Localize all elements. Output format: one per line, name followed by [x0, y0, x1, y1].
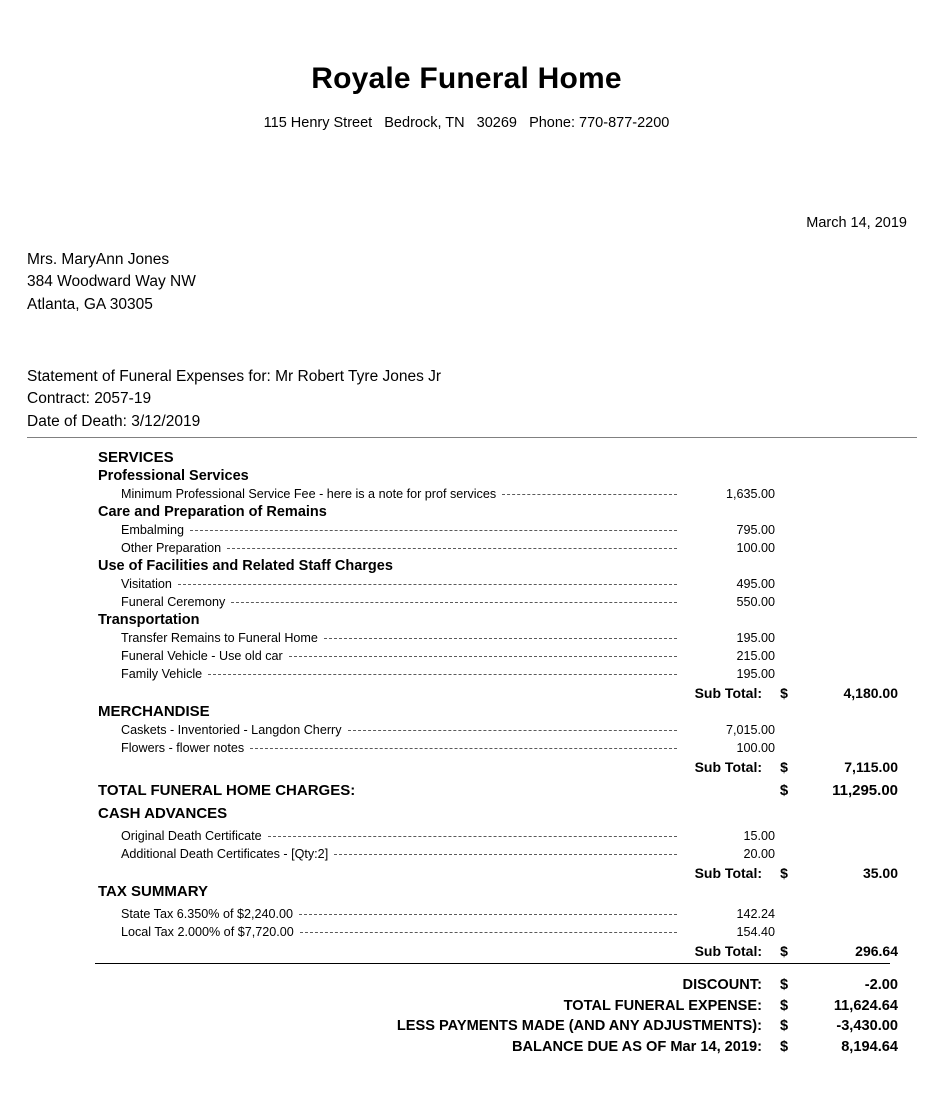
footer-total-label: BALANCE DUE AS OF Mar 14, 2019: — [511, 1038, 762, 1055]
line-item — [98, 647, 898, 665]
charges-table — [98, 449, 898, 961]
line-item-amount: 550.00 — [736, 595, 775, 609]
company-address: 115 Henry Street Bedrock, TN 30269 Phone: 770-877-2200 — [263, 115, 670, 131]
line-item-amount: 495.00 — [736, 577, 775, 591]
line-item — [98, 485, 898, 503]
line-item — [98, 905, 898, 923]
statement-contract: Contract: 2057-19 — [27, 390, 152, 408]
line-item — [98, 665, 898, 683]
divider-bottom — [95, 963, 890, 964]
divider-top — [27, 437, 917, 438]
section-heading-merchandise: MERCHANDISE — [98, 703, 210, 720]
letterhead — [0, 0, 933, 131]
line-item-label: Minimum Professional Service Fee - here is a note for prof services — [121, 487, 497, 501]
total-funeral-home-charges-row — [98, 781, 898, 801]
footer-total-row-total-expense — [98, 996, 898, 1017]
section-heading-services: SERVICES — [98, 449, 174, 466]
footer-total-row-less-payments — [98, 1016, 898, 1037]
section-heading-cash-advances: CASH ADVANCES — [98, 805, 228, 822]
subtotal-label: Sub Total: — [694, 865, 762, 881]
leader-dots — [299, 914, 677, 915]
group-heading-facilities-staff: Use of Facilities and Related Staff Charges — [98, 558, 393, 574]
currency-symbol: $ — [779, 782, 789, 799]
footer-total-row-discount — [98, 975, 898, 996]
line-item — [98, 629, 898, 647]
currency-symbol: $ — [780, 943, 788, 959]
group-heading-care-preparation: Care and Preparation of Remains — [98, 504, 327, 520]
line-item-label: State Tax 6.350% of $2,240.00 — [121, 907, 294, 921]
statement-meta — [27, 366, 441, 433]
currency-symbol: $ — [779, 1018, 789, 1035]
line-item — [98, 721, 898, 739]
line-item-label: Flowers - flower notes — [121, 741, 245, 755]
line-item-amount: 20.00 — [743, 847, 775, 861]
line-item — [98, 739, 898, 757]
line-item-label: Caskets - Inventoried - Langdon Cherry — [121, 723, 342, 737]
currency-symbol: $ — [779, 997, 789, 1014]
line-item-label: Embalming — [121, 523, 184, 537]
group-heading-transportation: Transportation — [98, 612, 200, 628]
leader-dots — [324, 638, 677, 639]
recipient-street: 384 Woodward Way NW — [27, 273, 196, 291]
subtotal-label: Sub Total: — [694, 943, 762, 959]
leader-dots — [348, 730, 677, 731]
total-funeral-home-charges-amount: 11,295.00 — [832, 782, 898, 799]
line-item-label: Original Death Certificate — [121, 829, 262, 843]
subtotal-amount: 4,180.00 — [843, 685, 898, 701]
line-item — [98, 845, 898, 863]
line-item — [98, 575, 898, 593]
total-funeral-home-charges-label: TOTAL FUNERAL HOME CHARGES: — [98, 782, 356, 799]
line-item-amount: 215.00 — [736, 649, 775, 663]
currency-symbol: $ — [779, 1038, 789, 1055]
recipient-city-state-zip: Atlanta, GA 30305 — [27, 295, 153, 313]
currency-symbol: $ — [780, 759, 788, 775]
line-item-label: Additional Death Certificates - [Qty:2] — [121, 847, 329, 861]
line-item-amount: 15.00 — [743, 829, 775, 843]
recipient-name: Mrs. MaryAnn Jones — [27, 251, 170, 268]
line-item-label: Other Preparation — [121, 541, 222, 555]
line-item-label: Local Tax 2.000% of $7,720.00 — [121, 925, 294, 939]
subtotal-amount: 296.64 — [855, 943, 898, 959]
leader-dots — [231, 602, 677, 603]
statement-date-of-death: Date of Death: 3/12/2019 — [27, 412, 201, 430]
leader-dots — [289, 656, 677, 657]
line-item — [98, 827, 898, 845]
document-date: March 14, 2019 — [806, 215, 907, 231]
footer-total-label: TOTAL FUNERAL EXPENSE: — [563, 997, 762, 1014]
currency-symbol: $ — [780, 685, 788, 701]
footer-total-amount: 8,194.64 — [841, 1038, 898, 1055]
leader-dots — [208, 674, 677, 675]
statement-title: Statement of Funeral Expenses for: Mr Robert Tyre Jones Jr — [27, 368, 442, 385]
leader-dots — [227, 548, 677, 549]
line-item-label: Funeral Vehicle - Use old car — [121, 649, 283, 663]
line-item-label: Family Vehicle — [121, 667, 203, 681]
leader-dots — [178, 584, 677, 585]
line-item-amount: 195.00 — [736, 667, 775, 681]
line-item — [98, 923, 898, 941]
subtotal-amount: 35.00 — [862, 865, 898, 881]
footer-total-row-balance-due — [98, 1037, 898, 1058]
subtotal-row-services — [98, 683, 898, 703]
line-item-label: Funeral Ceremony — [121, 595, 226, 609]
footer-totals — [98, 975, 898, 1057]
subtotal-row-cash-advances — [98, 863, 898, 883]
line-item-amount: 7,015.00 — [725, 723, 775, 737]
line-item-amount: 142.24 — [736, 907, 775, 921]
subtotal-amount: 7,115.00 — [844, 759, 898, 775]
line-item-amount: 154.40 — [736, 925, 775, 939]
footer-total-amount: -3,430.00 — [836, 1018, 898, 1035]
leader-dots — [268, 836, 677, 837]
footer-total-label: LESS PAYMENTS MADE (AND ANY ADJUSTMENTS): — [396, 1018, 762, 1035]
leader-dots — [502, 494, 677, 495]
company-name: Royale Funeral Home — [311, 62, 622, 95]
footer-total-label: DISCOUNT: — [682, 977, 762, 993]
group-heading-professional-services: Professional Services — [98, 468, 249, 484]
footer-total-amount: -2.00 — [864, 977, 898, 993]
leader-dots — [250, 748, 677, 749]
leader-dots — [190, 530, 677, 531]
line-item-amount: 100.00 — [736, 541, 775, 555]
line-item-amount: 795.00 — [736, 523, 775, 537]
subtotal-row-merchandise — [98, 757, 898, 777]
line-item — [98, 593, 898, 611]
leader-dots — [334, 854, 677, 855]
footer-total-amount: 11,624.64 — [833, 997, 898, 1014]
section-heading-tax-summary: TAX SUMMARY — [98, 883, 208, 900]
subtotal-label: Sub Total: — [694, 685, 762, 701]
line-item-amount: 1,635.00 — [725, 487, 775, 501]
line-item — [98, 539, 898, 557]
currency-symbol: $ — [779, 977, 789, 993]
line-item-label: Transfer Remains to Funeral Home — [121, 631, 318, 645]
line-item — [98, 521, 898, 539]
subtotal-label: Sub Total: — [694, 759, 762, 775]
line-item-amount: 100.00 — [736, 741, 775, 755]
currency-symbol: $ — [780, 865, 788, 881]
leader-dots — [300, 932, 677, 933]
recipient-address-block — [27, 249, 196, 316]
subtotal-row-tax-summary — [98, 941, 898, 961]
line-item-label: Visitation — [121, 577, 172, 591]
line-item-amount: 195.00 — [736, 631, 775, 645]
